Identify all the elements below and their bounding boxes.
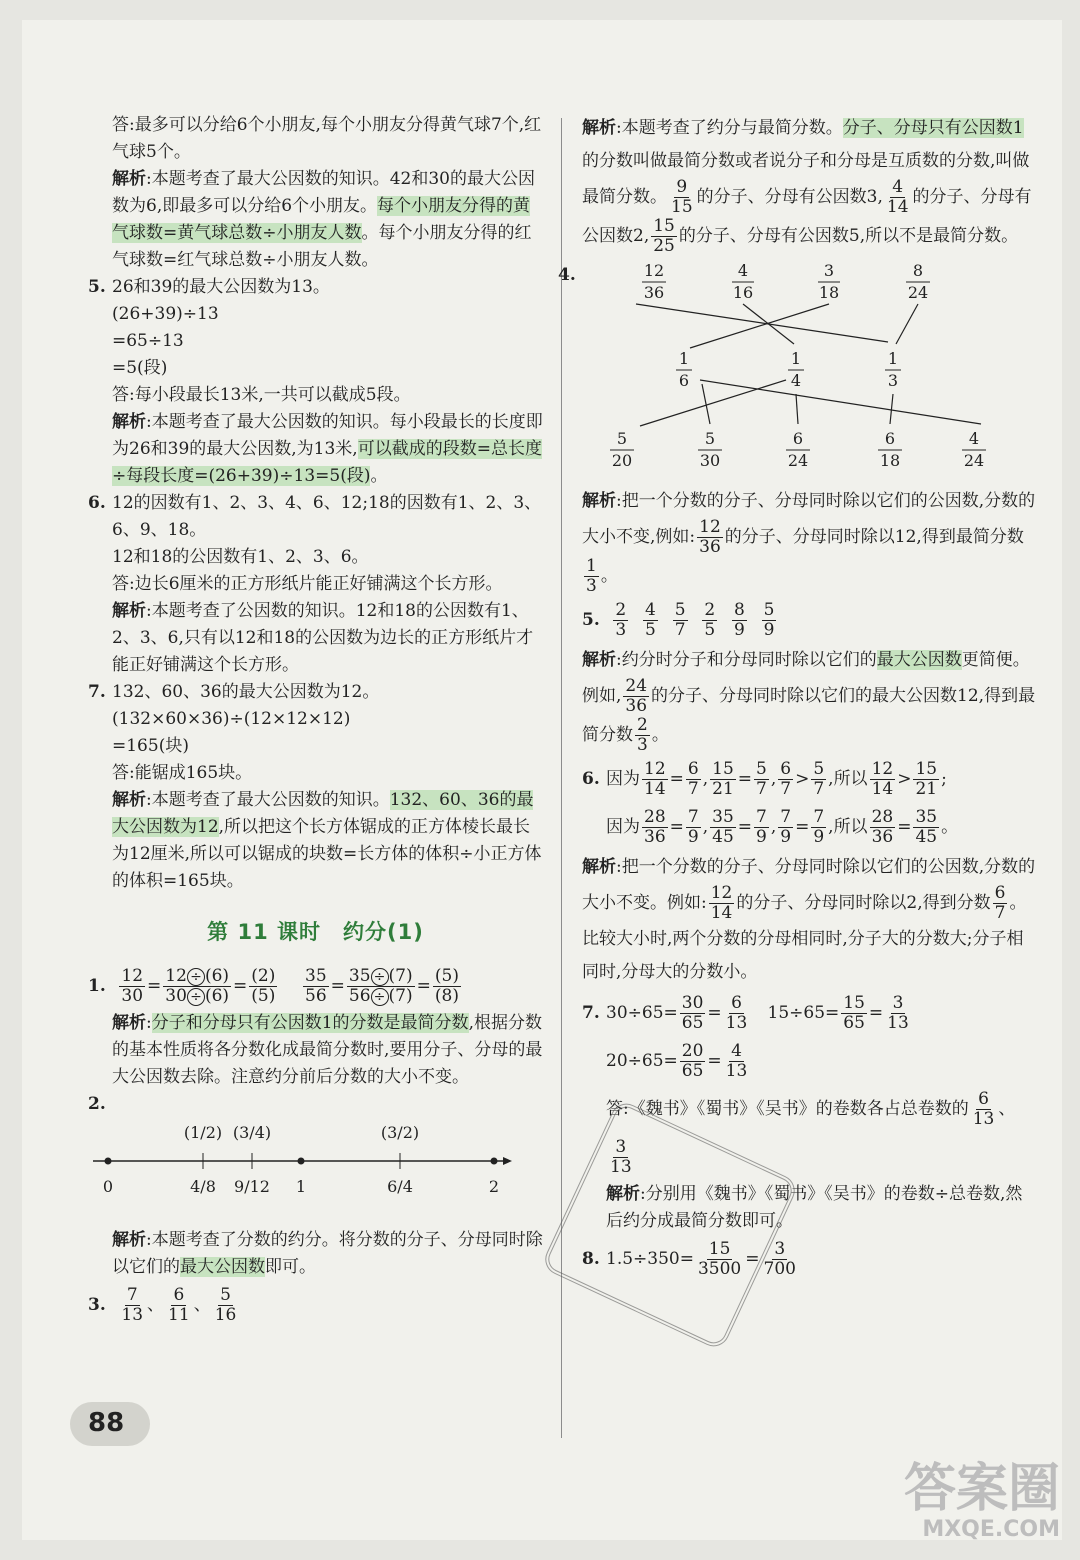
answer-text: 答:能锯成165块。 <box>112 763 253 783</box>
frac-node: 18 <box>818 283 840 302</box>
explanation: 解析:把一个分数的分子、分母同时除以它们的公因数,分数的大小不变。例如: $\frac{12}{14}$ 的分子、分母同时除以2,得到分数 $\frac{6}{7}$ 。比较大小时,两个分数的分母相同时,分子大的分数大;分子相同时,分母大的分数小。 <box>582 857 1036 982</box>
frac-node: 24 <box>907 283 929 302</box>
answer-text: 答:最多可以分给6个小朋友,每个小朋友分得黄气球7个,红气球5个。 <box>112 115 542 162</box>
question-2: 2. <box>88 1094 106 1114</box>
calc-line: (26+39)÷13 <box>112 304 219 324</box>
explanation: 解析:分别用《魏书》《蜀书》《吴书》的卷数÷总卷数,然后约分成最简分数即可。 <box>606 1184 1023 1231</box>
page <box>22 20 1062 1540</box>
question-7-line1: 7. 30÷65= $\frac{30}{65}$ = $\frac{6}{13}$ 15÷65= $\frac{15}{65}$ = $\frac{3}{13}$ <box>582 993 909 1033</box>
explanation: 解析:分子和分母只有公因数1的分数是最简分数,根据分数的基本性质将各分数化成最简分数时,要用分子、分母的最大公因数去除。注意约分前后分数的大小不变。 <box>112 1013 543 1087</box>
nl-tick-label: 0 <box>102 1177 114 1196</box>
frac-node: 12 <box>643 261 665 280</box>
answer-text: 答:每小段最长13米,一共可以截成5段。 <box>112 385 411 405</box>
question-6: 6. 12的因数有1、2、3、4、6、12;18的因数有1、2、3、6、9、18。 <box>88 493 542 540</box>
question-6-line1: 6. 因为 $\frac{12}{14}$ = $\frac{6}{7}$ , $\frac{15}{21}$ = $\frac{5}{7}$ , $\frac{6}{7}$ > $\frac{5}{7}$ ,所以 $\frac{12}{14}$ > $\frac{15}{21}$ ; <box>582 759 947 799</box>
frac-node: 5 <box>704 429 716 448</box>
calc-line: =5(段) <box>112 358 168 378</box>
frac-node: 6 <box>792 429 804 448</box>
question-5: 5. $\frac{2}{3}$ $\frac{4}{5}$ $\frac{5}{7}$ $\frac{2}{5}$ $\frac{8}{9}$ $\frac{5}{9}$ <box>582 600 775 640</box>
number-line <box>88 1118 543 1218</box>
question-4: 4. 12 36 4 16 3 18 8 24 1 6 1 4 1 3 5 20 5 30 6 24 6 18 4 24 <box>582 256 1037 485</box>
right-column <box>558 112 1037 1283</box>
nl-tick-label: 9/12 <box>234 1177 270 1196</box>
explanation: 解析:本题考查了最大公因数的知识。每小段最长的长度即为26和39的最大公因数,为13米,可以截成的段数=总长度÷每段长度=(26+39)÷13=5(段)。 <box>112 412 543 486</box>
watermark-url: MXQE.COM <box>922 1517 1060 1542</box>
answer-text: 答:《魏书》《蜀书》《吴书》的卷数各占总卷数的 $\frac{6}{13}$ 、 $\frac{3}{13}$ <box>606 1089 1016 1177</box>
explanation: 解析:约分时分子和分母同时除以它们的最大公因数更简便。例如, $\frac{24}{36}$ 的分子、分母同时除以它们的最大公因数12,得到最简分数 $\frac{2}{3}$ 。 <box>582 650 1036 755</box>
watermark <box>904 1461 1060 1542</box>
frac-node: 6 <box>678 371 690 390</box>
reduce-equations: 1. $\frac{12}{30}$ = $\frac{12 \div (6)}{30 \div (6)}$ = $\frac{(2)}{(5)}$ $\frac{35}{56}$ = $\frac{35 \div (7)}{56 \div (7)}$ = $\frac{(5)}{(8)}$ <box>88 966 459 1006</box>
question-5: 5. 26和39的最大公因数为13。 <box>88 277 330 297</box>
calc-line: (132×60×36)÷(12×12×12) <box>112 709 351 729</box>
left-column <box>88 112 543 1329</box>
frac-node: 18 <box>879 451 901 470</box>
frac-node: 24 <box>787 451 809 470</box>
calc-line: 12和18的公因数有1、2、3、6。 <box>112 547 369 567</box>
calc-line: =165(块) <box>112 736 189 756</box>
question-6-line2: 因为 $\frac{28}{36}$ = $\frac{7}{9}$ , $\frac{35}{45}$ = $\frac{7}{9}$ , $\frac{7}{9}$ = $\frac{7}{9}$ ,所以 $\frac{28}{36}$ = $\frac{35}{45}$ 。 <box>606 807 959 847</box>
nl-dot <box>491 1158 498 1165</box>
explanation: 解析:本题考查了公因数的知识。12和18的公因数有1、2、3、6,只有以12和18的公因数为边长的正方形纸片才能正好铺满这个长方形。 <box>112 601 534 675</box>
matching-diagram <box>606 256 1037 476</box>
frac-node: 1 <box>678 349 690 368</box>
question-8: 8. 1.5÷350= $\frac{15}{3500}$ = $\frac{3}{700}$ <box>582 1239 796 1279</box>
section-title: 第 11 课时 约分(1) <box>207 920 424 944</box>
frac-node: 16 <box>732 283 754 302</box>
page-number: 88 <box>88 1408 125 1438</box>
calc-line: =65÷13 <box>112 331 184 351</box>
nl-top-label: (3/2) <box>380 1123 420 1142</box>
frac-node: 4 <box>968 429 980 448</box>
frac-node: 30 <box>699 451 721 470</box>
frac-node: 4 <box>790 371 802 390</box>
frac-node: 8 <box>912 261 924 280</box>
question-7: 7. 132、60、36的最大公因数为12。 <box>88 682 380 702</box>
frac-node: 1 <box>790 349 802 368</box>
frac-node: 20 <box>611 451 633 470</box>
frac-node: 5 <box>616 429 628 448</box>
frac-node: 24 <box>963 451 985 470</box>
frac-node: 3 <box>887 371 899 390</box>
answer-text: 答:边长6厘米的正方形纸片能正好铺满这个长方形。 <box>112 574 503 594</box>
frac-node: 6 <box>884 429 896 448</box>
explanation: 解析:把一个分数的分子、分母同时除以它们的公因数,分数的大小不变,例如: $\frac{12}{36}$ 的分子、分母同时除以12,得到最简分数 $\frac{1}{3}$ 。 <box>582 491 1036 596</box>
nl-top-label: (1/2) <box>183 1123 223 1142</box>
frac-node: 4 <box>737 261 749 280</box>
frac-node: 3 <box>823 261 835 280</box>
explanation: 解析:本题考查了约分与最简分数。分子、分母只有公因数1的分数叫做最简分数或者说分子和分母是互质数的分数,叫做最简分数。 $\frac{9}{15}$ 的分子、分母有公因数3, $\frac{4}{14}$ 的分子、分母有公因数2, $\frac{15}{25}$ 的分子、分母有公因数5,所以不是最简分数。 <box>582 118 1032 256</box>
explanation: 解析:本题考查了最大公因数的知识。132、60、36的最大公因数为12,所以把这个长方体锯成的正方体棱长最长为12厘米,所以可以锯成的块数=长方体的体积÷小正方体的体积=165块。 <box>112 790 542 891</box>
frac-node: 36 <box>643 283 665 302</box>
nl-tick-label: 2 <box>488 1177 500 1196</box>
nl-tick-label: 6/4 <box>387 1177 413 1196</box>
explanation: 解析:本题考查了最大公因数的知识。42和30的最大公因数为6,即最多可以分给6个小朋友。每个小朋友分得的黄气球数=黄气球总数÷小朋友人数。每个小朋友分得的红气球数=红气球总数÷小朋友人数。 <box>112 169 535 270</box>
nl-top-label: (3/4) <box>232 1123 272 1142</box>
question-3: 3. $\frac{7}{13}$ 、 $\frac{6}{11}$ 、 $\frac{5}{16}$ <box>88 1285 237 1325</box>
nl-tick-label: 1 <box>295 1177 307 1196</box>
question-7-line2: 20÷65= $\frac{20}{65}$ = $\frac{4}{13}$ <box>606 1041 748 1081</box>
nl-arrow <box>503 1157 512 1165</box>
explanation: 解析:本题考查了分数的约分。将分数的分子、分母同时除以它们的最大公因数即可。 <box>112 1230 543 1277</box>
nl-dot <box>298 1158 305 1165</box>
frac-node: 1 <box>887 349 899 368</box>
nl-dot <box>105 1158 112 1165</box>
nl-tick-label: 4/8 <box>190 1177 216 1196</box>
watermark-logo: 答案圈 <box>903 1459 1060 1519</box>
